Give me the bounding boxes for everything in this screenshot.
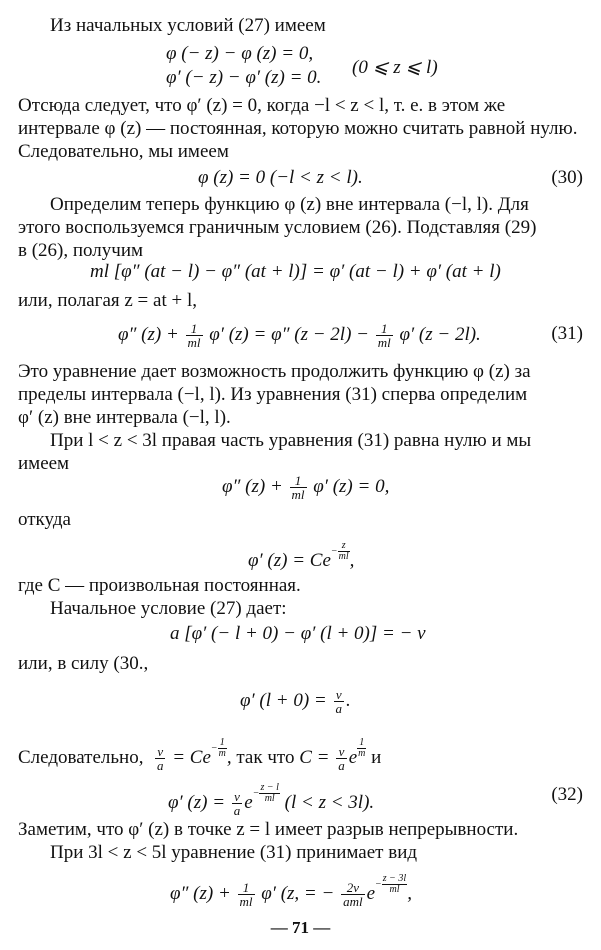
equation: ml [φ″ (at − l) − φ″ (at + l)] = φ′ (at − l) + φ′ (at + l) bbox=[90, 261, 501, 282]
text-line: Начальное условие (27) дает: bbox=[50, 598, 287, 619]
denominator: ml bbox=[264, 793, 275, 804]
fraction bbox=[376, 322, 393, 349]
text-line: имеем bbox=[18, 453, 70, 474]
denominator: ml bbox=[291, 487, 305, 502]
eq-part: φ′ (z) = 0, bbox=[308, 475, 390, 497]
numerator: z bbox=[338, 541, 350, 552]
eq-part: φ′ (l + 0) = bbox=[240, 689, 332, 711]
text-line: Следовательно, мы имеем bbox=[18, 141, 229, 162]
numerator: 2v bbox=[341, 881, 365, 895]
numerator: 1 bbox=[357, 738, 366, 749]
equation bbox=[118, 322, 481, 349]
numerator: z − 3l bbox=[382, 873, 407, 884]
inline-equation bbox=[299, 737, 366, 773]
denominator: a bbox=[233, 802, 241, 818]
eq-part: , bbox=[407, 882, 412, 904]
text-line: этого воспользуемся граничным условием (26). Подставляя (29) bbox=[18, 217, 537, 238]
exponent: − 1 m bbox=[210, 737, 226, 759]
text-line: интервале φ (z) — постоянная, которую можно считать равной нулю. bbox=[18, 118, 578, 139]
fraction bbox=[290, 474, 307, 501]
denominator: aml bbox=[343, 893, 363, 909]
fraction bbox=[186, 322, 203, 349]
equation: φ′ (− z) − φ′ (z) = 0. bbox=[166, 67, 322, 88]
eq-part: . bbox=[346, 689, 351, 711]
exponent: − z ml bbox=[330, 540, 349, 562]
exponent: − z − 3l ml bbox=[375, 873, 407, 895]
denominator: ml bbox=[338, 551, 349, 562]
text-line: в (26), получим bbox=[18, 240, 144, 261]
equation: a [φ′ (− l + 0) − φ′ (l + 0)] = − v bbox=[170, 623, 426, 644]
denominator: ml bbox=[239, 893, 253, 909]
eq-part: φ′ (z) = Ce bbox=[248, 549, 331, 571]
text-line: φ′ (z) вне интервала (−l, l). bbox=[18, 407, 231, 428]
eq-part: e bbox=[366, 882, 376, 904]
numerator: 1 bbox=[218, 738, 227, 749]
eq-part: φ′ (z, = − bbox=[256, 882, 340, 904]
fraction bbox=[341, 881, 365, 908]
fraction bbox=[334, 688, 345, 715]
fraction bbox=[238, 881, 255, 908]
text-line: где C — произвольная постоянная. bbox=[18, 575, 301, 596]
fraction bbox=[336, 745, 347, 772]
denominator: ml bbox=[389, 884, 400, 895]
equation bbox=[222, 474, 389, 501]
eq-part: C = bbox=[299, 746, 335, 768]
equation-number: (30) bbox=[551, 167, 583, 188]
eq-part: φ′ (z) = bbox=[168, 791, 230, 813]
numerator: z − l bbox=[260, 782, 279, 793]
fraction bbox=[155, 745, 166, 772]
numerator: v bbox=[155, 745, 166, 759]
text-line: Заметим, что φ′ (z) в точке z = l имеет разрыв непрерывности. bbox=[18, 819, 519, 840]
denominator: ml bbox=[187, 335, 201, 350]
page-number: — 71 — bbox=[270, 918, 331, 937]
numerator: v bbox=[334, 688, 345, 702]
equation bbox=[168, 783, 374, 817]
eq-part: = Ce bbox=[167, 746, 211, 768]
numerator: v bbox=[336, 745, 347, 759]
eq-part: φ′ (z) = φ″ (z − 2l) − bbox=[204, 323, 374, 345]
text-line: откуда bbox=[18, 509, 71, 530]
equation-number: (32) bbox=[551, 784, 583, 805]
text-part: так что bbox=[236, 746, 295, 768]
text-line: Определим теперь функцию φ (z) вне интервала (−l, l). Для bbox=[50, 194, 529, 215]
eq-part: φ″ (z) + bbox=[170, 882, 236, 904]
text-line: или, в силу (30., bbox=[18, 653, 149, 674]
denominator: a bbox=[156, 757, 164, 773]
equation: φ (z) = 0 (−l < z < l). bbox=[198, 167, 363, 188]
text-line bbox=[18, 738, 381, 772]
eq-part: φ″ (z) + bbox=[222, 475, 288, 497]
denominator: a bbox=[335, 701, 342, 716]
denominator: m bbox=[218, 748, 226, 759]
exponent bbox=[357, 738, 366, 759]
equation bbox=[248, 541, 354, 573]
text-line: При l < z < 3l правая часть уравнения (31) равна нулю и мы bbox=[50, 430, 532, 451]
inline-equation: $\frac{v}{a}$ = $Ce^{- \frac{1}{m}}$ , bbox=[156, 737, 232, 773]
text-line: При 3l < z < 5l уравнение (31) принимает вид bbox=[50, 842, 418, 863]
equation bbox=[170, 874, 412, 908]
numerator: 1 bbox=[238, 881, 255, 895]
numerator: 1 bbox=[376, 322, 393, 336]
text-line: Это уравнение дает возможность продолжить функцию φ (z) за bbox=[18, 361, 531, 382]
eq-part: φ″ (z) + bbox=[118, 323, 184, 345]
text-line: Отсюда следует, что φ′ (z) = 0, когда −l < z < l, т. е. в этом же bbox=[18, 95, 506, 116]
equation: φ (− z) − φ (z) = 0, bbox=[166, 43, 314, 64]
equation-number: (31) bbox=[551, 323, 583, 344]
exponent: − z − l ml bbox=[252, 782, 279, 804]
eq-part: (l < z < 3l). bbox=[279, 791, 375, 813]
numerator: v bbox=[232, 790, 243, 804]
eq-part: e bbox=[348, 746, 358, 768]
denominator: a bbox=[338, 757, 345, 773]
eq-part: e bbox=[244, 791, 253, 813]
text-part: и bbox=[371, 746, 382, 768]
equation-condition: (0 ⩽ z ⩽ l) bbox=[352, 57, 438, 78]
numerator: 1 bbox=[290, 474, 307, 488]
equation bbox=[240, 688, 351, 715]
denominator: ml bbox=[377, 335, 391, 350]
numerator: 1 bbox=[186, 322, 203, 336]
eq-part: φ′ (z − 2l). bbox=[394, 323, 481, 345]
text-line: или, полагая z = at + l, bbox=[18, 290, 197, 311]
text-line: пределы интервала (−l, l). Из уравнения (31) сперва определим bbox=[18, 384, 528, 405]
text-line: Из начальных условий (27) имеем bbox=[50, 15, 326, 36]
eq-part: , bbox=[349, 549, 355, 571]
fraction bbox=[232, 790, 243, 817]
text-part: Следовательно, bbox=[18, 746, 144, 768]
denominator: m bbox=[358, 748, 366, 759]
